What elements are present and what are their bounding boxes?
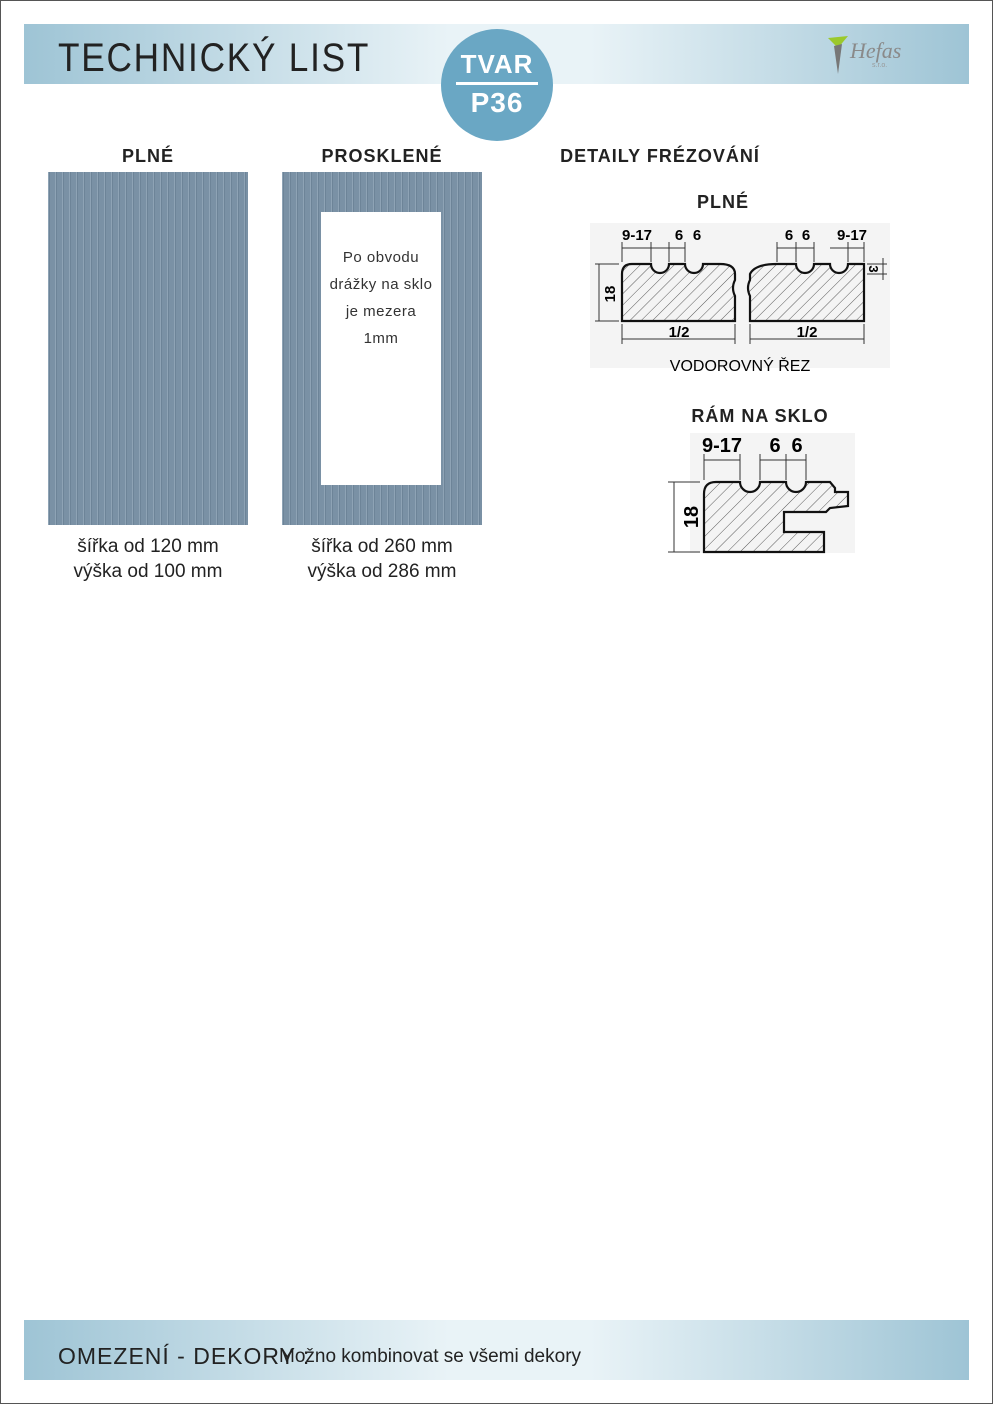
plne-cross-section-diagram <box>585 218 895 378</box>
ram-dim-b: 6 <box>769 435 781 457</box>
plne-dimensions <box>38 534 258 584</box>
logo-sub: s.r.o. <box>872 62 888 69</box>
prosklene-dimensions <box>272 534 492 584</box>
ram-dim-c: 6 <box>791 435 803 457</box>
dim-right-c: 9-17 <box>836 227 868 244</box>
dim-left-c: 6 <box>692 227 702 244</box>
footer-text: Možno kombinovat se všemi dekory <box>279 1346 582 1367</box>
footer-label: OMEZENÍ - DEKORY : <box>58 1343 311 1369</box>
badge-code: P36 <box>470 87 524 118</box>
glass-note-line: je mezera <box>345 303 417 320</box>
details-heading: DETAILY FRÉZOVÁNÍ <box>560 146 760 166</box>
detail-plne-heading: PLNÉ <box>696 192 749 212</box>
page-title: TECHNICKÝ LIST <box>58 36 371 80</box>
ram-cross-section-diagram <box>660 428 860 558</box>
dim-right-a: 6 <box>784 227 794 244</box>
section-caption: VODOROVNÝ ŘEZ <box>669 358 811 375</box>
prosklene-width: šířka od 260 mm <box>311 536 453 557</box>
glass-note-line: drážky na sklo <box>329 276 433 293</box>
glass-note <box>321 244 441 352</box>
dim-depth: 3 <box>866 265 881 273</box>
prosklene-height: výška od 286 mm <box>307 561 457 582</box>
plne-door-panel <box>48 172 248 525</box>
dim-height: 18 <box>602 285 619 303</box>
dim-left-b: 6 <box>674 227 684 244</box>
ram-heading: RÁM NA SKLO <box>691 406 829 426</box>
ram-dim-a: 9-17 <box>701 435 743 457</box>
logo-name: Hefas <box>850 38 902 63</box>
shape-badge <box>441 29 553 141</box>
badge-label: TVAR <box>460 49 534 79</box>
profile-right <box>748 264 864 321</box>
dim-left-a: 9-17 <box>621 227 653 244</box>
dim-half-right: 1/2 <box>796 324 818 341</box>
ram-dim-height: 18 <box>681 505 703 529</box>
glass-note-line: Po obvodu <box>342 249 420 266</box>
plne-height: výška od 100 mm <box>73 561 223 582</box>
plne-heading: PLNÉ <box>121 146 174 166</box>
plne-width: šířka od 120 mm <box>77 536 219 557</box>
prosklene-heading: PROSKLENÉ <box>321 146 443 166</box>
glass-note-line: 1mm <box>363 330 399 347</box>
dim-half-left: 1/2 <box>668 324 690 341</box>
dim-right-b: 6 <box>801 227 811 244</box>
profile-left <box>622 264 735 321</box>
badge-divider <box>456 82 538 85</box>
